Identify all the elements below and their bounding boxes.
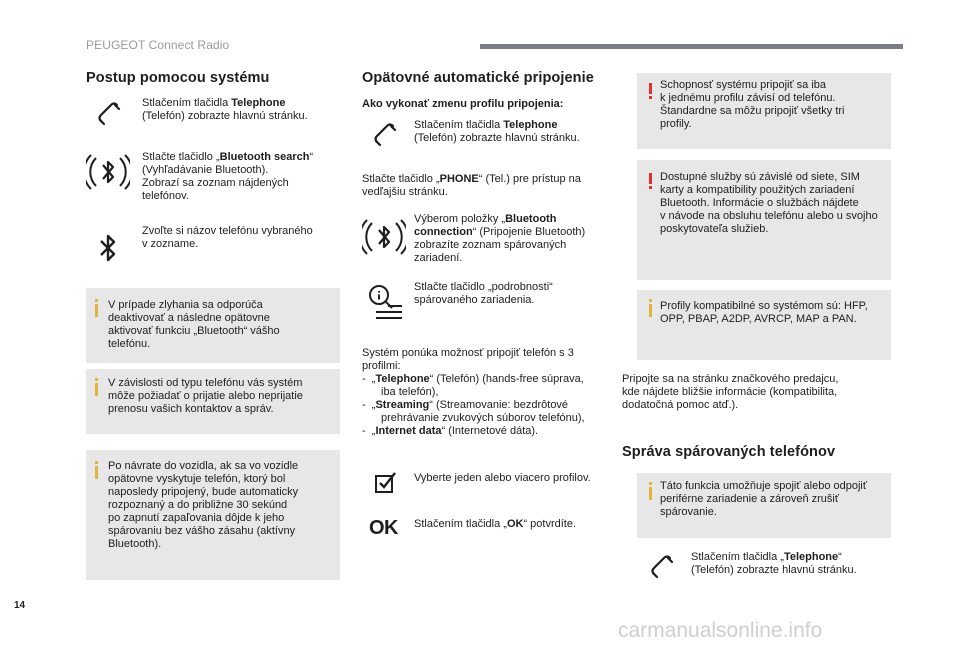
list-item: - „Telephone“ (Telefón) (hands-free súprava, iba telefón), [362,373,584,398]
col2-phone-text: Stlačte tlačidlo „PHONE“ (Tel.) pre prístup na vedľajšiu stránku. [362,173,581,198]
info-box-text: V prípade zlyhania sa odporúča deaktivovať a následne opätovne aktivovať funkciu „Bluetooth“ vášho telefónu. [108,299,280,350]
telephone-handset-icon [371,121,399,149]
list-item: - „Internet data“ (Internetové dáta). [362,425,539,437]
section-heading-procedure: Postup pomocou systému [86,70,270,86]
col2-step2-text: Výberom položky „Bluetooth connection“ (Pripojenie Bluetooth) zobrazíte zoznam spárovaných zariadení. [414,213,586,264]
info-box-reconnect [86,450,340,580]
page-number: 14 [14,600,26,611]
col1-step1-text: Stlačením tlačidla Telephone (Telefón) zobrazte hlavnú stránku. [142,97,308,122]
section-heading-auto-reconnect: Opätovné automatické pripojenie [362,70,594,86]
info-box-text: V závislosti od typu telefónu vás systém môže požiadať o prijatie alebo neprijatie prenosu vašich kontaktov a správ. [108,377,303,415]
info-box-pairing [637,473,891,538]
warning-icon [649,83,652,94]
warning-icon [649,173,652,184]
checkbox-select-icon [374,470,398,494]
info-icon [95,304,98,317]
col2-step4-text: Vyberte jeden alebo viacero profilov. [414,472,591,484]
info-icon [95,383,98,396]
dealer-paragraph: Pripojte sa na stránku značkového predajcu, kde nájdete bližšie informácie (kompatibilita, dodatočná pomoc atď.). [622,373,839,411]
header-divider-bar [480,44,903,49]
info-box-text: Táto funkcia umožňuje spojiť alebo odpojiť periférne zariadenie a zároveň zrušiť spárovanie. [660,480,867,518]
bluetooth-connection-icon [362,215,406,259]
warning-box-services [637,160,891,280]
telephone-handset-icon [648,553,676,581]
col1-step3-text: Zvoľte si názov telefónu vybraného v zozname. [142,225,313,250]
col3-step1-text: Stlačením tlačidla „Telephone“ (Telefón) zobrazte hlavnú stránku. [691,551,857,576]
info-icon [95,466,98,479]
profiles-intro: Systém ponúka možnosť pripojiť telefón s 3 profilmi: [362,347,574,372]
ok-icon: OK [369,517,398,539]
profiles-list [362,373,622,438]
col1-step2-text: Stlačte tlačidlo „Bluetooth search“ (Vyhľadávanie Bluetooth). Zobrazí sa zoznam nájdených telefónov. [142,151,314,202]
info-box-compatible-profiles [637,290,891,360]
bluetooth-icon [98,232,118,264]
info-box-contacts [86,369,340,434]
info-box-text: Po návrate do vozidla, ak sa vo vozidle opätovne vyskytuje telefón, ktorý bol naposledy pripojený, bude automaticky rozpoznaný a do približne 30 sekúnd po zapnutí zapaľovania dôjde k jeho spárovaniu bez vášho zásahu (aktívny Bluetooth). [108,460,299,550]
col2-step5-text: Stlačením tlačidla „OK“ potvrdíte. [414,518,577,530]
warning-box-profile [637,73,891,149]
section-heading-paired-phones: Správa spárovaných telefónov [622,444,836,460]
manual-header-title: PEUGEOT Connect Radio [86,38,230,52]
col2-step1-text: Stlačením tlačidla Telephone (Telefón) zobrazte hlavnú stránku. [414,119,580,144]
bluetooth-search-icon [86,150,130,194]
watermark: carmanualsonline.info [618,619,823,642]
telephone-handset-icon [95,100,123,128]
list-item: - „Streaming“ (Streamovanie: bezdrôtové prehrávanie zvukových súborov telefónu), [362,399,585,424]
details-list-icon [366,282,406,322]
warning-box-text: Dostupné služby sú závislé od siete, SIM karty a kompatibility použitých zariadení Bluetooth. Informácie o službách nájdete v návode na obsluhu telefónu alebo u svojho poskytovateľa služieb. [660,171,878,235]
info-box-failure [86,288,340,363]
info-icon [649,304,652,317]
warning-box-text: Schopnosť systému pripojiť sa iba k jednému profilu závisí od telefónu. Štandardne sa môžu pripojiť všetky tri profily. [660,79,845,130]
col2-step3-text: Stlačte tlačidlo „podrobnosti“ spárovaného zariadenia. [414,281,553,306]
info-icon [649,487,652,500]
subheading-change-profile: Ako vykonať zmenu profilu pripojenia: [362,98,564,110]
info-box-text: Profily kompatibilné so systémom sú: HFP, OPP, PBAP, A2DP, AVRCP, MAP a PAN. [660,300,868,325]
